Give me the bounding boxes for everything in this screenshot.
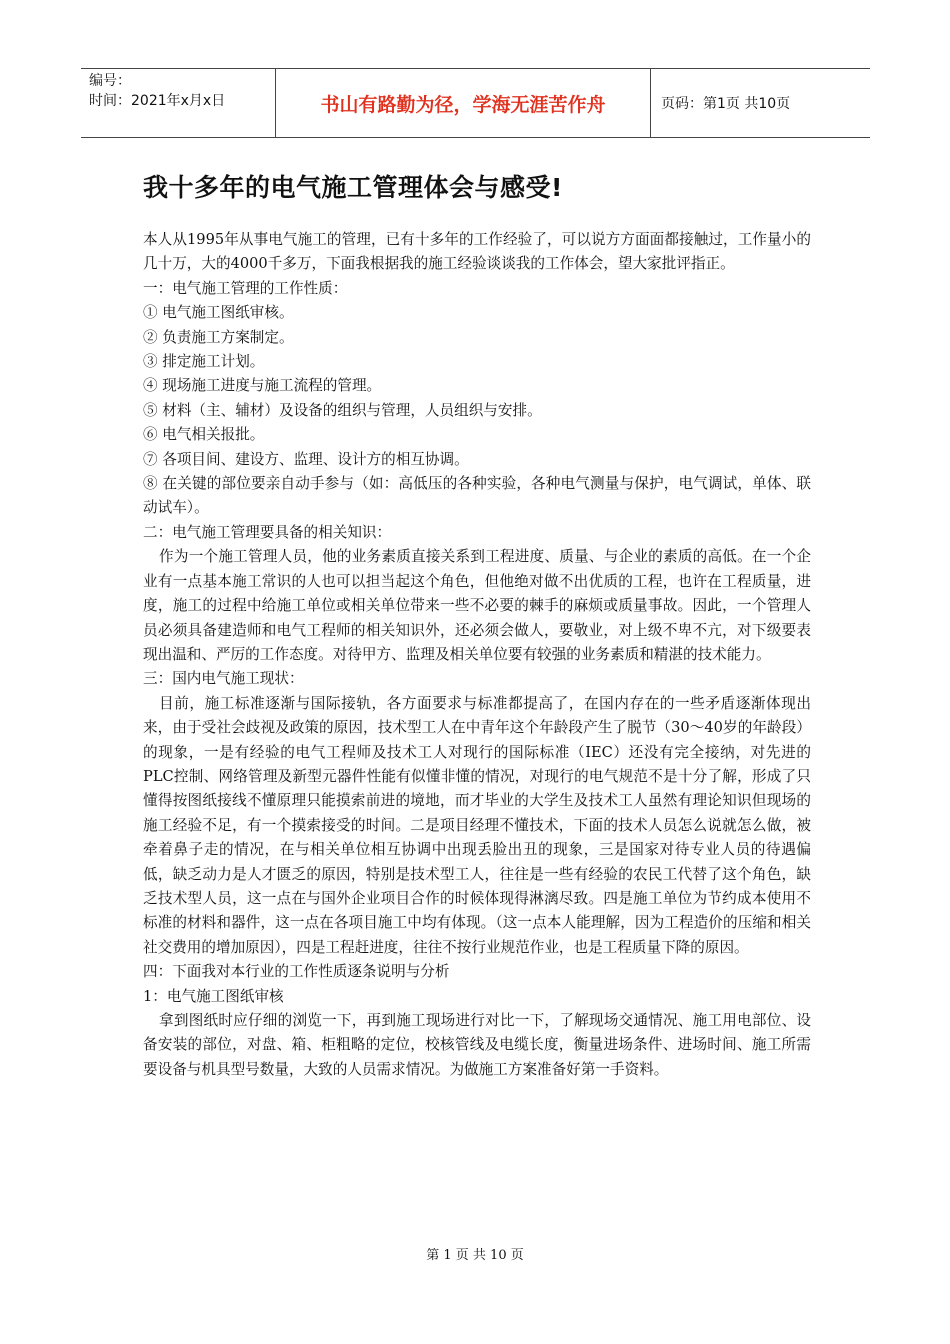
section-heading: 三：国内电气施工现状： [143,670,304,688]
header-meta [81,69,276,137]
section-heading: 二：电气施工管理要具备的相关知识： [143,523,392,541]
list-item: ⑤ 材料（主、辅材）及设备的组织与管理，人员组织与安排。 [143,401,542,419]
paragraph: 本人从1995年从事电气施工的管理，已有十多年的工作经验了，可以说方方面面都接触过，工作量小的几十万，大的4000千多万，下面我根据我的施工经验谈谈我的工作体会，望大家批评指正。 [143,231,811,273]
paragraph: 目前，施工标准逐渐与国际接轨，各方面要求与标准都提高了，在国内存在的一些矛盾逐渐体现出来，由于受社会歧视及政策的原因，技术型工人在中青年这个年龄段产生了脱节（30～40岁的年龄段）的现象，一是有经验的电气工程师及技术工人对现行的国际标准（IEC）还没有完全接纳，对先进的PLC控制、网络管理及新型元器件性能有似懂非懂的情况，对现行的电气规范不是十分了解，形成了只懂得按图纸接线不懂原理只能摸索前进的境地，而才毕业的大学生及技术工人虽然有理论知识但现场的施工经验不足，有一个摸索接受的时间。二是项目经理不懂技术，下面的技术人员怎么说就怎么做，被牵着鼻子走的情况，在与相关单位相互协调中出现丢脸出丑的现象，三是国家对待专业人员的待遇偏低，缺乏动力是人才匮乏的原因，特别是技术型工人，往往是一些有经验的农民工代替了这个角色，缺乏技术型人员，这一点在与国外企业项目合作的时候体现得淋漓尽致。四是施工单位为节约成本使用不标准的材料和器件，这一点在各项目施工中均有体现。（这一点本人能理解，因为工程造价的压缩和相关社交费用的增加原因），四是工程赶进度，往往不按行业规范作业，也是工程质量下降的原因。 [143,694,811,956]
document-number-label: 编号： [89,73,131,89]
page-header [81,68,870,138]
section-heading: 一：电气施工管理的工作性质： [143,279,348,297]
subsection-heading: 1：电气施工图纸审核 [143,987,284,1005]
header-page-info: 页码：第1页 共10页 [661,96,791,112]
list-item: ② 负责施工方案制定。 [143,328,294,346]
document-body [143,228,811,1082]
header-motto: 书山有路勤为径，学海无涯苦作舟 [276,69,651,137]
list-item: ③ 排定施工计划。 [143,353,265,371]
paragraph: 拿到图纸时应仔细的浏览一下，再到施工现场进行对比一下，了解现场交通情况、施工用电部位、设备安装的部位，对盘、箱、柜粗略的定位，校核管线及电缆长度，衡量进场条件、进场时间、施工所需要设备与机具型号数量，大致的人员需求情况。为做施工方案准备好第一手资料。 [143,1012,811,1078]
list-item: ① 电气施工图纸审核。 [143,304,294,322]
document-title: 我十多年的电气施工管理体会与感受! [143,173,563,202]
paragraph: 作为一个施工管理人员，他的业务素质直接关系到工程进度、质量、与企业的素质的高低。在一个企业有一点基本施工常识的人也可以担当起这个角色，但他绝对做不出优质的工程，也许在工程质量，进度，施工的过程中给施工单位或相关单位带来一些不必要的棘手的麻烦或质量事故。因此，一个管理人员必须具备建造师和电气工程师的相关知识外，还必须会做人，要敬业，对上级不卑不亢，对下级要表现出温和、严厉的工作态度。对待甲方、监理及相关单位要有较强的业务素质和精湛的技术能力。 [143,548,811,663]
list-item: ⑧ 在关键的部位要亲自动手参与（如：高低压的各种实验，各种电气测量与保护，电气调试，单体、联动试车）。 [143,475,811,517]
list-item: ⑦ 各项目间、建设方、监理、设计方的相互协调。 [143,450,469,468]
page-footer: 第 1 页 共 10 页 [426,1248,524,1263]
section-heading: 四：下面我对本行业的工作性质逐条说明与分析 [143,963,450,981]
list-item: ④ 现场施工进度与施工流程的管理。 [143,377,382,395]
list-item: ⑥ 电气相关报批。 [143,426,265,444]
document-date: 时间：2021年x月x日 [89,93,226,109]
